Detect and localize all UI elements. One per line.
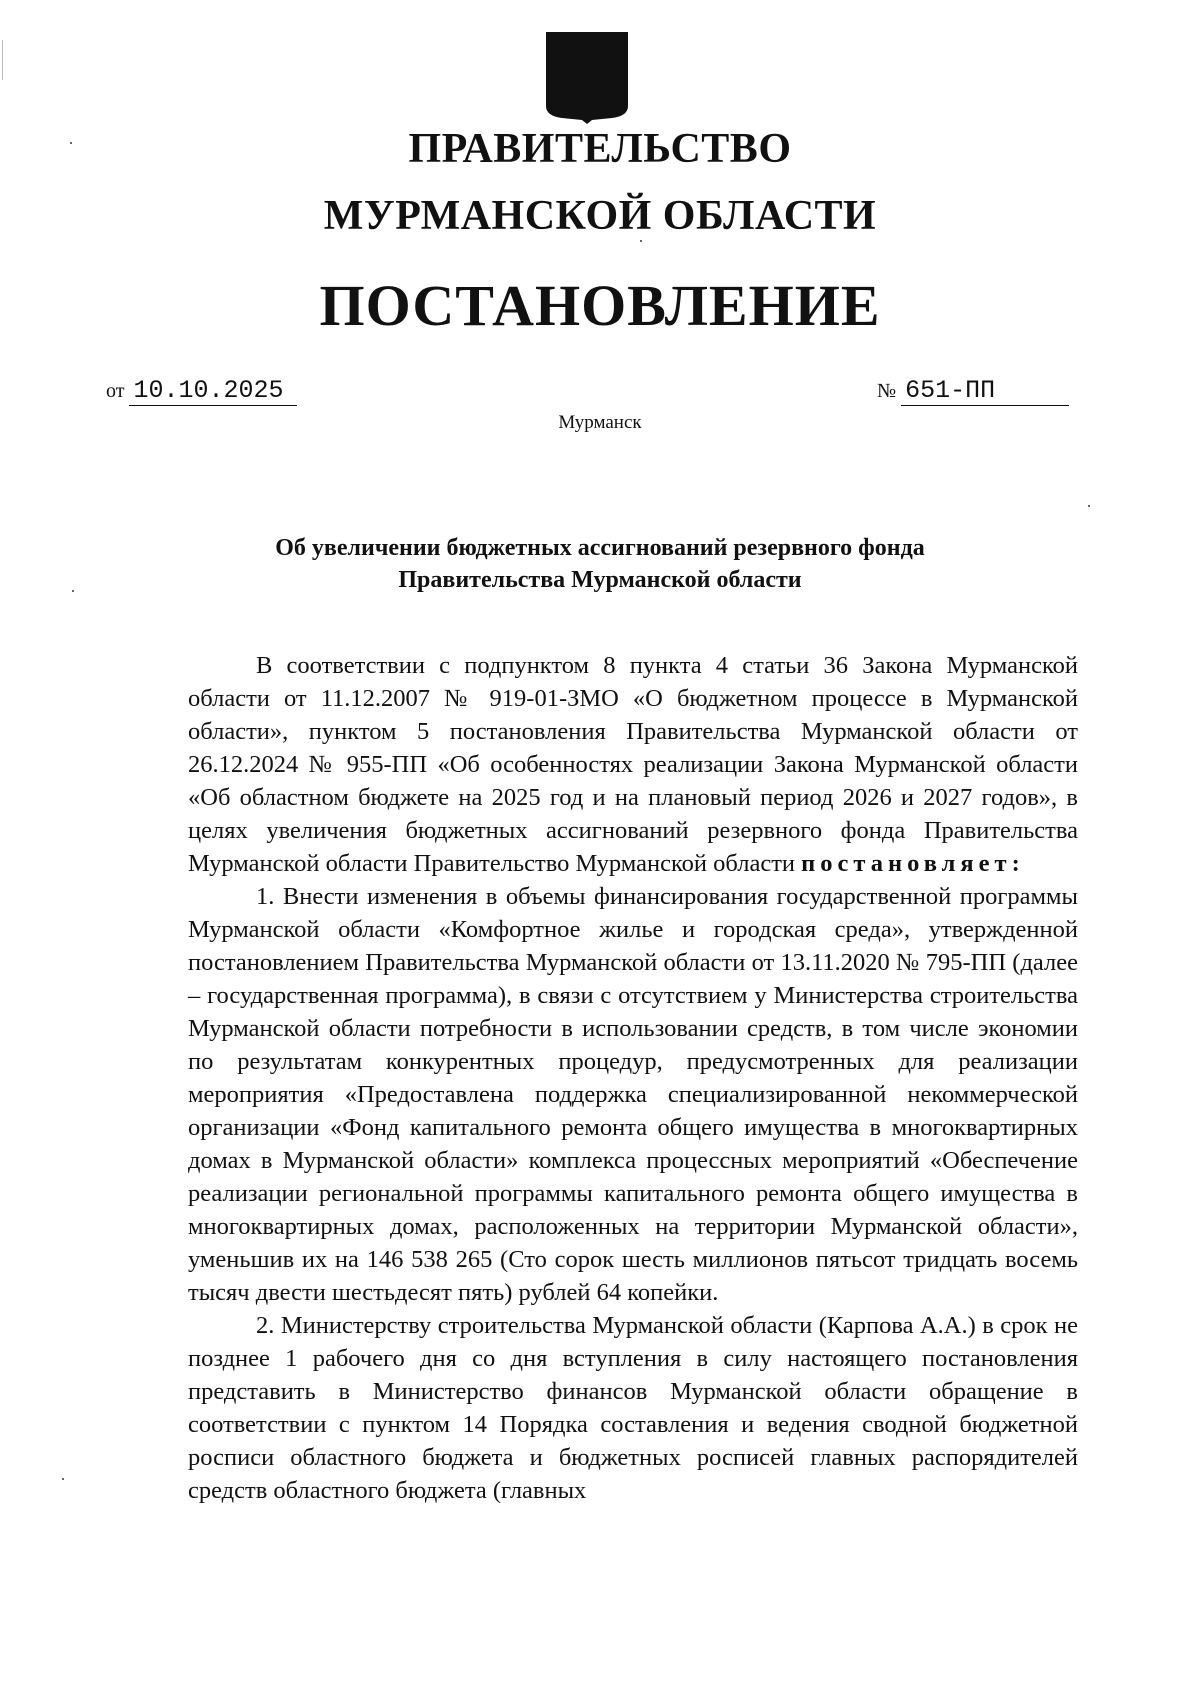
date-field [106,376,297,406]
date-prefix: от [106,380,125,402]
scan-speck [640,240,642,242]
coat-of-arms-icon [546,32,628,124]
document-type: ПОСТАНОВЛЕНИЕ [319,273,881,338]
document-subject [150,532,1050,596]
item-1-paragraph: 1. Внести изменения в объемы финансирования государственной программы Мурманской области «Комфортное жилье и городская среда», утвержденной постановлением Правительства Мурманской области от 13.11.2020 № 795-ПП (далее – государственная программа), в связи с отсутствием у Министерства строительства Мурманской области потребности в использовании средств, в том числе экономии по результатам конкурентных процедур, предусмотренных для реализации мероприятия «Предоставлена поддержка специализированной некоммерческой организации «Фонд капитального ремонта общего имущества в многоквартирных домах в Мурманской области» комплекса процессных мероприятий «Обеспечение реализации региональной программы капитального ремонта общего имущества в многоквартирных домах, расположенных на территории Мурманской области», уменьшив их на 146 538 265 (Сто сорок шесть миллионов пятьсот тридцать восемь тысяч двести шестьдесят пять) рублей 64 копейки. [188,883,1078,1306]
city: Мурманск [558,412,642,433]
resolves-word: постановляет: [801,850,1025,877]
document-body [188,649,1078,1507]
scan-speck [1088,505,1090,507]
number-prefix: № [877,380,897,402]
number-field [877,376,1069,406]
scan-speck [72,590,74,592]
preamble-text: В соответствии с подпунктом 8 пункта 4 статьи 36 Закона Мурманской области от 11.12.2007 № 919-01-ЗМО «О бюджетном процессе в Мурманской области», пунктом 5 постановления Правительства Мурманской области от 26.12.2024 № 955-ПП «Об особенностях реализации Закона Мурманской области «Об областном бюджете на 2025 год и на плановый период 2026 и 2027 годов», в целях увеличения бюджетных ассигнований резервного фонда Правительства Мурманской области Правительство Мурманской области [188,652,1078,877]
number-value: 651-ПП [901,376,1069,406]
region-title: МУРМАНСКОЙ ОБЛАСТИ [323,193,877,239]
date-value: 10.10.2025 [129,376,297,406]
item-2-paragraph: 2. Министерству строительства Мурманской области (Карпова А.А.) в срок не позднее 1 рабочего дня со дня вступления в силу настоящего постановления представить в Министерство финансов Мурманской области обращение в соответствии с пунктом 14 Порядка составления и ведения сводной бюджетной росписи областного бюджета и бюджетных росписей главных распорядителей средств областного бюджета (главных [188,1312,1078,1504]
subject-line: Правительства Мурманской области [398,567,802,593]
scan-speck [62,1478,64,1480]
preamble-paragraph [188,649,1078,880]
subject-line: Об увеличении бюджетных ассигнований резервного фонда [275,535,925,561]
scan-edge-mark [2,40,3,80]
government-title: ПРАВИТЕЛЬСТВО [408,126,792,172]
